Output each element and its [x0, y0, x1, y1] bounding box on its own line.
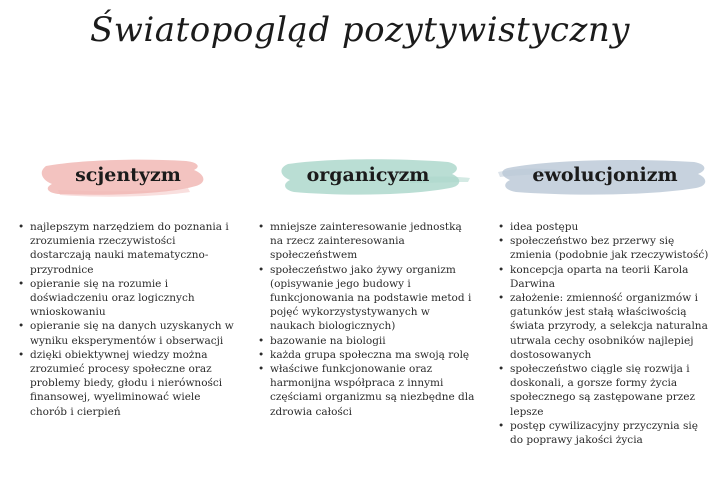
list-item: • najlepszym narzędziem do poznania i zrozumienia rzeczywistości dostarczają nauki matematyczno-przyrodnice: [18, 220, 238, 277]
list-item: • idea postępu: [498, 220, 712, 234]
brush-header: [498, 152, 712, 204]
list-item: • bazowanie na biologii: [258, 334, 478, 348]
column-scjentyzm: [18, 152, 238, 419]
item-list: [258, 220, 478, 419]
brush-header: [18, 152, 238, 204]
item-list: [18, 220, 238, 419]
column-heading: scjentyzm: [75, 164, 181, 186]
list-item: • społeczeństwo jako żywy organizm (opisywanie jego budowy i funkcjonowania na podstawie metod i pojęć wykorzystystywanych w naukach biologicznych): [258, 263, 478, 334]
column-heading: ewolucjonizm: [532, 164, 678, 186]
list-item: • opieranie się na rozumie i doświadczeniu oraz logicznych wnioskowaniu: [18, 277, 238, 320]
column-heading: organicyzm: [306, 164, 430, 186]
column-ewolucjonizm: [498, 152, 712, 447]
list-item: • dzięki obiektywnej wiedzy można zrozumieć procesy społeczne oraz problemy biedy, głodu i nierówności finansowej, wyeliminować wiele chorób i cierpień: [18, 348, 238, 419]
page-title: Światopogląd pozytywistyczny: [90, 10, 630, 50]
list-item: • właściwe funkcjonowanie oraz harmonijna współpraca z innymi częściami organizmu są niezbędne dla zdrowia całości: [258, 362, 478, 419]
list-item: • założenie: zmienność organizmów i gatunków jest stałą właściwością świata przyrody, a selekcja naturalna utrwala cechy osobników najlepiej dostosowanych: [498, 291, 712, 362]
list-item: • każda grupa społeczna ma swoją rolę: [258, 348, 478, 362]
brush-header: [258, 152, 478, 204]
list-item: • społeczeństwo bez przerwy się zmienia (podobnie jak rzeczywistość): [498, 234, 712, 262]
column-organicyzm: [258, 152, 478, 419]
list-item: • postęp cywilizacyjny przyczynia się do poprawy jakości życia: [498, 419, 712, 447]
item-list: [498, 220, 712, 447]
list-item: • społeczeństwo ciągle się rozwija i doskonali, a gorsze formy życia społecznego są zastępowane przez lepsze: [498, 362, 712, 419]
list-item: • opieranie się na danych uzyskanych w wyniku eksperymentów i obserwacji: [18, 319, 238, 347]
list-item: • koncepcja oparta na teorii Karola Darwina: [498, 263, 712, 291]
list-item: • mniejsze zainteresowanie jednostką na rzecz zainteresowania społeczeństwem: [258, 220, 478, 263]
